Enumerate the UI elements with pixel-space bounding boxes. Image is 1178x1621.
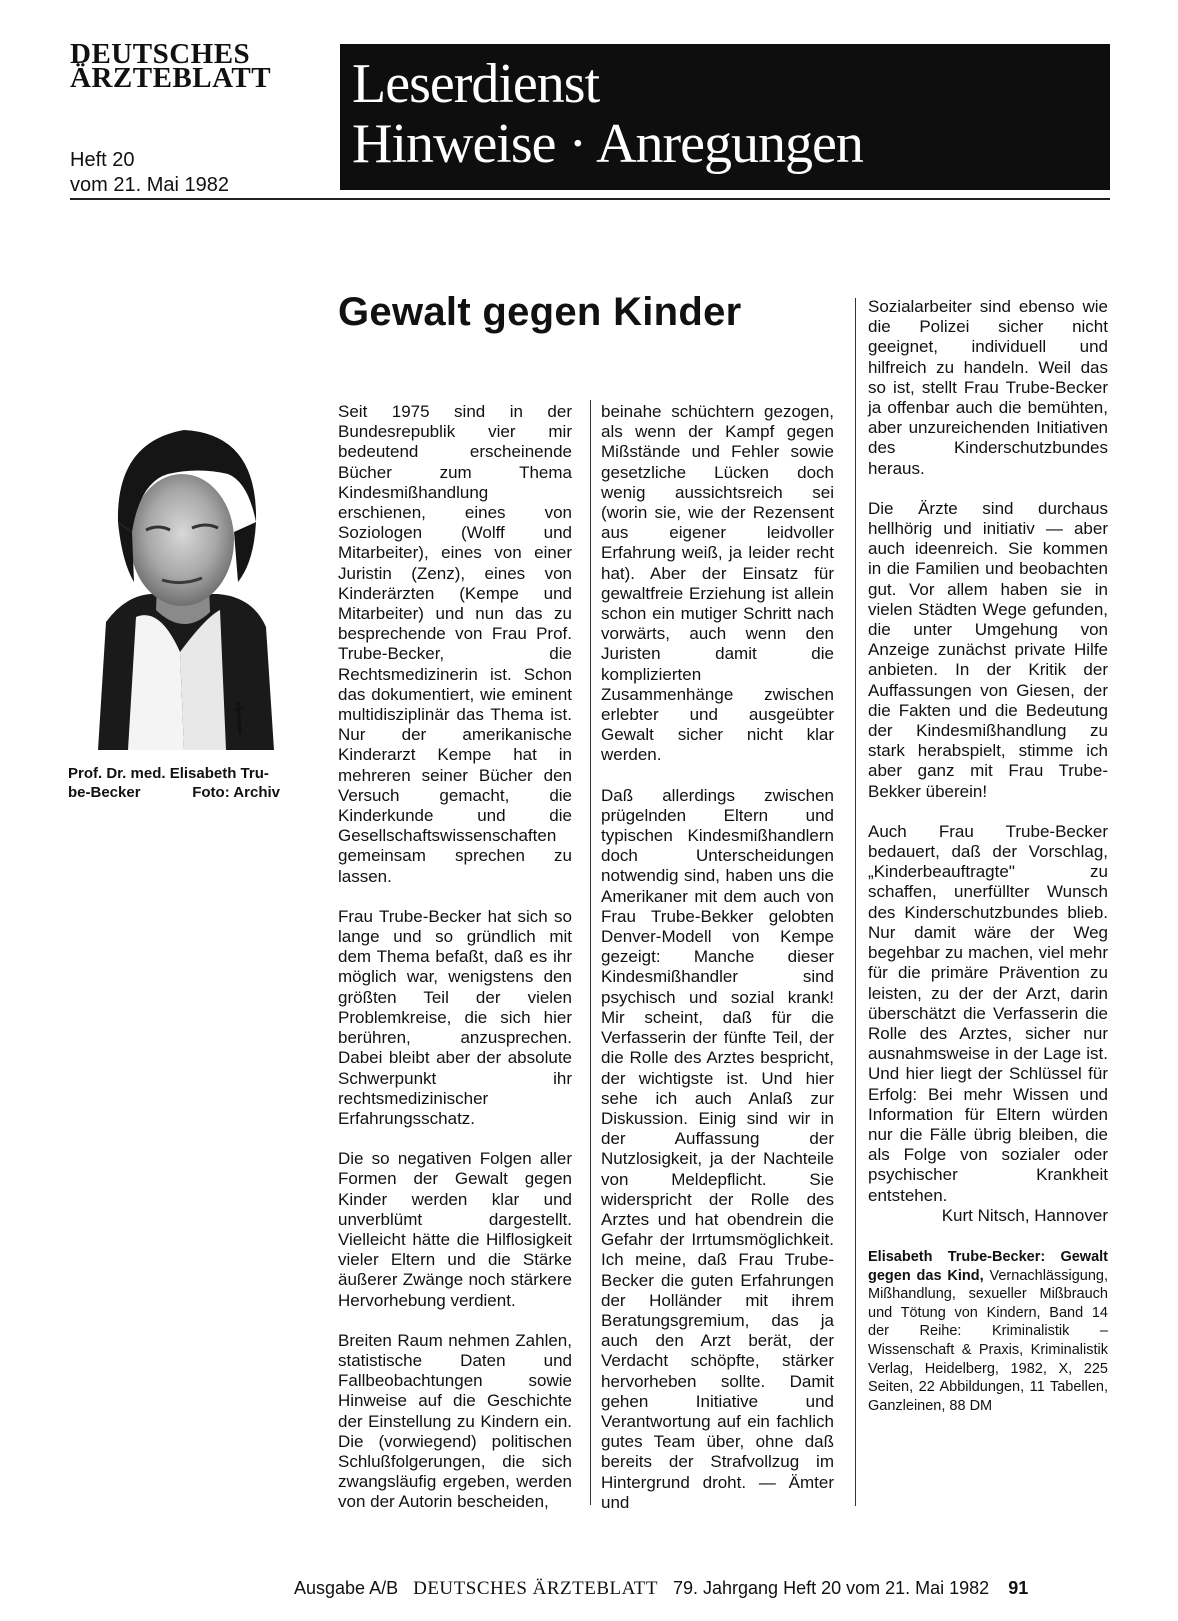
page-footer	[294, 1578, 1110, 1600]
book-reference-title: Elisabeth Trube-Becker: Gewalt gegen das Kind,	[868, 1248, 1108, 1284]
header-rule	[70, 198, 1110, 200]
article-column-3	[868, 297, 1108, 1415]
section-title: Leserdienst	[352, 53, 600, 115]
column-divider-1	[590, 400, 591, 1505]
section-header	[340, 44, 1110, 190]
paragraph: Breiten Raum nehmen Zahlen, statistische Daten und Fallbeobachtungen sowie Hinweise auf die Geschichte der Einstellung zu Kindern ein. Die (vorwiegend) politischen Schlußfolgerungen, die sich zwangsläufig ergeben, werden von der Autorin bescheiden,	[338, 1330, 572, 1512]
footer-edition: Ausgabe A/B	[294, 1578, 399, 1598]
issue-number: Heft 20	[70, 149, 135, 171]
paragraph: Die so negativen Folgen aller Formen der Gewalt gegen Kinder werden klar und unverblümt dargestellt. Vielleicht hätte die Hilflosigkeit vieler Eltern und die Stärke äußerer Zwänge noch stärkere Hervorhebung verdient.	[338, 1149, 572, 1310]
paragraph: beinahe schüchtern gezogen, als wenn der Kampf gegen Mißstände und Fehler sowie gesetzliche Lücken doch wenig aussichtsreich sei (worin sie, wie der Rezensent aus eigener leidvoller Erfahrung weiß, ja leider recht hat). Aber der Einsatz für gewaltfreie Erziehung ist allein schon ein mutiger Schritt nach vorwärts, auch wenn den Juristen damit die komplizierten Zusammenhänge zwischen erlebter und ausgeübter Gewalt sicher nicht klar werden.	[601, 402, 834, 765]
article-title: Gewalt gegen Kinder	[338, 290, 742, 334]
logo-line-1: DEUTSCHES	[70, 38, 251, 70]
issue-info	[70, 148, 229, 198]
paragraph: Daß allerdings zwischen prügelnden Eltern und typischen Kindesmißhandlern doch Unterscheidungen notwendig sind, haben uns die Amerikaner mit dem auch von Frau Trube-Bekker gelobten Denver-Modell von Kempe gezeigt: Manche dieser Kindesmißhandler sind psychisch und sozial krank! Mir scheint, daß für die Verfasserin der fünfte Teil, der die Rolle des Arztes bespricht, der wichtigste ist. Und hier sehe ich auch Anlaß zur Diskussion. Einig sind wir in der Auffassung der Nutzlosigkeit, ja der Nachteile von Meldepflicht. Sie widerspricht der Rolle des Arztes und hat obendrein die Gefahr der Irrtumsmöglichkeit. Ich meine, daß Frau Trube-Becker die guten Erfahrungen der Holländer mit ihrem Beratungsgremium, das ja auch den Arzt berät, der Verdacht schöpfte, stärker hervorheben sollte. Damit gehen Initiative und Verantwortung auf ein fachlich gutes Team über, ohne daß bereits der Strafvollzug im Hintergrund droht. — Ämter und	[601, 785, 834, 1512]
article-column-2	[601, 402, 834, 1533]
photo-caption	[68, 764, 280, 802]
author-portrait-photo	[88, 412, 278, 750]
caption-credit: Foto: Archiv	[192, 784, 280, 801]
section-subtitle: Hinweise · Anregungen	[352, 113, 863, 175]
caption-name: Prof. Dr. med. Elisabeth Tru-be-Becker	[68, 765, 269, 801]
paragraph: Auch Frau Trube-Becker bedauert, daß der Vorschlag, „Kinderbeauftragte" zu schaffen, unerfüllter Wunsch des Kinderschutzbundes blieb. Nur damit wäre der Weg begehbar zu machen, viel mehr für die primäre Prävention zu leisten, zu der der Arzt, darin überschätzt die Verfasserin die Rolle des Arztes, sicher nur ausnahmsweise in der Lage ist. Und hier liegt der Schlüssel für Erfolg: Bei mehr Wissen und Information für Eltern würden nur die Fälle übrig bleiben, die als Folge von sozialer oder psychischer Krankheit entstehen.	[868, 821, 1108, 1205]
book-reference	[868, 1248, 1108, 1415]
page-number: 91	[1008, 1578, 1029, 1598]
issue-date: vom 21. Mai 1982	[70, 174, 229, 196]
footer-publication: DEUTSCHES ÄRZTEBLATT	[413, 1578, 658, 1599]
author-signature: Kurt Nitsch, Hannover	[941, 1205, 1108, 1225]
publication-logo	[70, 38, 330, 94]
paragraph: Seit 1975 sind in der Bundesrepublik vier mir bedeutend erscheinende Bücher zum Thema Kindesmißhandlung erschienen, eines von Soziologen (Wolff und Mitarbeiter), eines von einer Juristin (Zenz), eines von Kinderärzten (Kempe und Mitarbeiter) und nun das zu besprechende von Frau Prof. Trube-Becker, die Rechtsmedizinerin ist. Schon das dokumentiert, wie eminent multidisziplinär das Thema ist. Nur der amerikanische Kinderarzt Kempe hat in mehreren seiner Bücher den Versuch gemacht, die Kinderkunde und die Gesellschaftswissenschaften gemeinsam sprechen zu lassen.	[338, 402, 572, 886]
footer-issue: 79. Jahrgang Heft 20 vom 21. Mai 1982	[672, 1578, 990, 1598]
paragraph: Sozialarbeiter sind ebenso wie die Polizei sicher nicht geeignet, individuell und hilfreich zu handeln. Weil das so ist, stellt Frau Trube-Becker ja offenbar auch die bemühten, aber unzureichenden Initiativen des Kinderschutzbundes heraus.	[868, 297, 1108, 478]
paragraph: Frau Trube-Becker hat sich so lange und so gründlich mit dem Thema befaßt, daß es ihr möglich war, wenigstens den größten Teil der vielen Problemkreise, die sich hier berühren, anzusprechen. Dabei bleibt aber der absolute Schwerpunkt ihr rechtsmedizinischer Erfahrungsschatz.	[338, 906, 572, 1128]
paragraph: Die Ärzte sind durchaus hellhörig und initiativ — aber auch ideenreich. Sie kommen in die Familien und beobachten gut. Vor allem haben sie in vielen Städten Wege gefunden, die unter Umgehung von Anzeige zunächst private Hilfe anbieten. In der Kritik der Auffassungen von Giesen, der die Fakten und die Bedeutung der Kindesmißhandlung zu stark herabspielt, stimme ich aber ganz mit Frau Trube-Bekker überein!	[868, 498, 1108, 801]
logo-line-2: ÄRZTEBLATT	[70, 62, 272, 94]
article-column-1	[338, 402, 572, 1533]
book-reference-details: Vernachlässigung, Mißhandlung, sexueller Mißbrauch und Tötung von Kindern, Band 14 der Reihe: Kriminalistik – Wissenschaft & Praxis, Kriminalistik Verlag, Heidelberg, 1982, X, 225 Seiten, 22 Abbildungen, 11 Tabellen, Ganzleinen, 88 DM	[868, 1267, 1108, 1414]
column-divider-2	[855, 298, 856, 1506]
